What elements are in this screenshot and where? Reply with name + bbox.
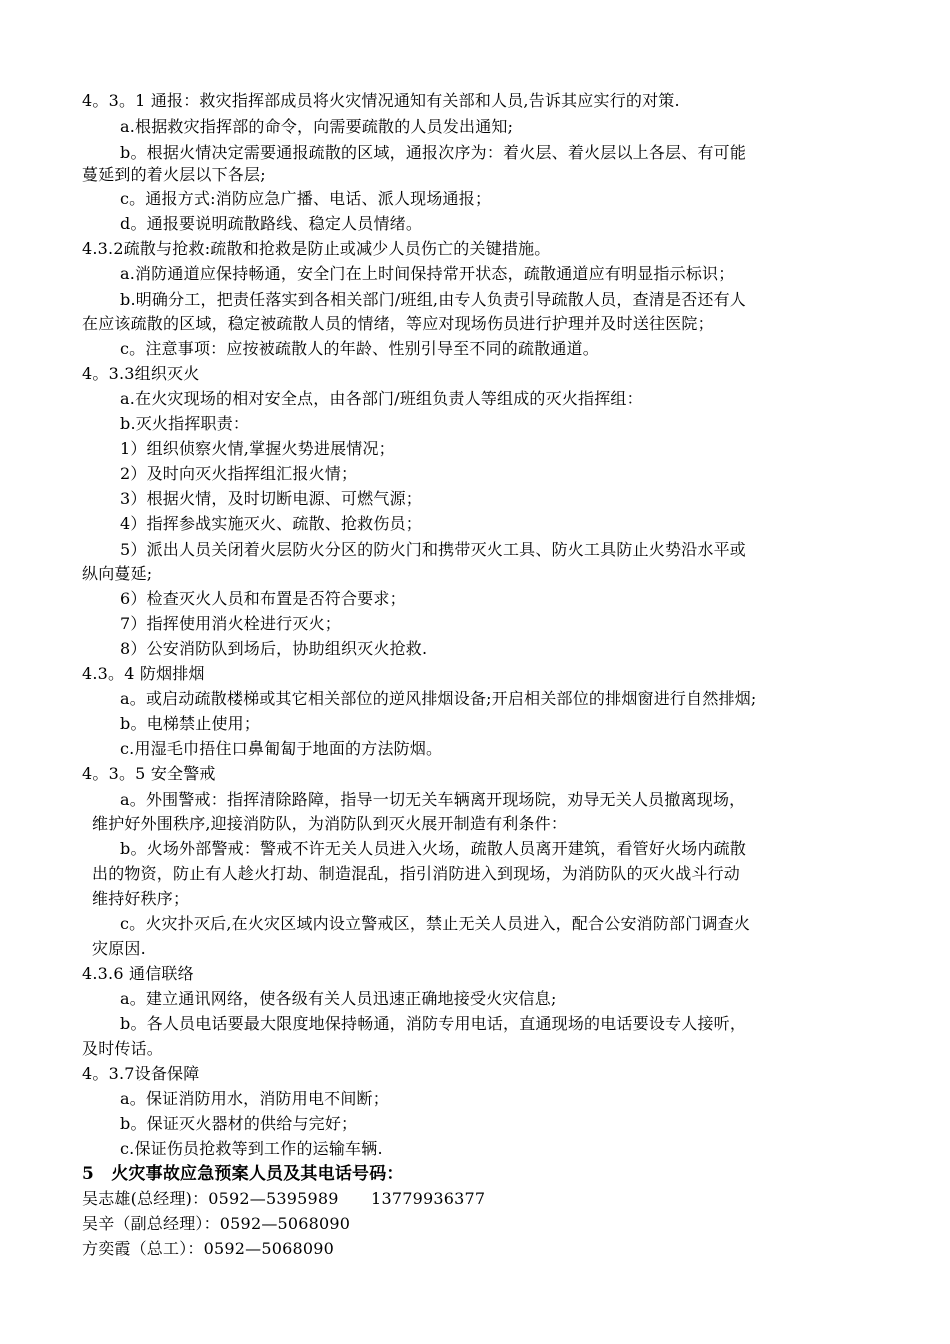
list-item: 3）根据火情，及时切断电源、可燃气源； (120, 489, 422, 508)
list-item: c.保证伤员抢救等到工作的运输车辆. (120, 1139, 383, 1158)
list-item: b。保证灭火器材的供给与完好； (120, 1114, 358, 1133)
heading-4-3-7: 4。3.7设备保障 (82, 1064, 200, 1083)
paragraph-line: c.用湿毛巾捂住口鼻匍匐于地面的方法防烟。 (120, 739, 443, 758)
paragraph-line: a.根据救灾指挥部的命令，向需要疏散的人员发出通知; (120, 117, 514, 136)
paragraph-line: a。建立通讯网络，使各级有关人员迅速正确地接受火灾信息; (120, 989, 557, 1008)
paragraph-line: d。通报要说明疏散路线、稳定人员情绪。 (120, 214, 423, 233)
contact-general-manager: 吴志雄(总经理)：0592—5395989 13779936377 (82, 1189, 486, 1208)
heading-4-3-3: 4。3.3组织灭火 (82, 364, 200, 383)
paragraph-line: 在应该疏散的区域，稳定被疏散人员的情绪，等应对现场伤员进行护理并及时送往医院； (82, 314, 714, 333)
list-item: 6）检查灭火人员和布置是否符合要求； (120, 589, 406, 608)
heading-4-3-1: 4。3。1 通报：救灾指挥部成员将火灾情况通知有关部和人员,告诉其应实行的对策. (82, 91, 680, 110)
list-item: 7）指挥使用消火栓进行灭火； (120, 614, 341, 633)
list-item: 2）及时向灭火指挥组汇报火情； (120, 464, 358, 483)
paragraph-line: 维持好秩序； (92, 889, 190, 908)
heading-4-3-5: 4。3。5 安全警戒 (82, 764, 216, 783)
paragraph-line: 灾原因. (92, 939, 146, 958)
paragraph-line: 蔓延到的着火层以下各层; (82, 165, 266, 184)
paragraph-line: c。注意事项：应按被疏散人的年龄、性别引导至不同的疏散通道。 (120, 339, 599, 358)
paragraph-line: a。外围警戒：指挥清除路障，指导一切无关车辆离开现场院，劝导无关人员撤离现场， (120, 790, 746, 809)
paragraph-line: b。各人员电话要最大限度地保持畅通，消防专用电话，直通现场的电话要设专人接听， (120, 1014, 747, 1033)
paragraph-line: b。火场外部警戒：警戒不许无关人员进入火场，疏散人员离开建筑，看管好火场内疏散 (120, 839, 747, 858)
paragraph-line: 纵向蔓延; (82, 564, 153, 583)
paragraph-line: b.灭火指挥职责： (120, 414, 250, 433)
paragraph-line: 及时传话。 (82, 1039, 164, 1058)
list-item: a。保证消防用水，消防用电不间断； (120, 1089, 389, 1108)
paragraph-line: c。通报方式:消防应急广播、电话、派人现场通报； (120, 189, 492, 208)
paragraph-line: a.消防通道应保持畅通，安全门在上时间保持常开状态，疏散通道应有明显指示标识； (120, 264, 735, 283)
paragraph-line: b。根据火情决定需要通报疏散的区域，通报次序为：着火层、着火层以上各层、有可能 (120, 143, 747, 162)
paragraph-line: a.在火灾现场的相对安全点，由各部门/班组负责人等组成的灭火指挥组： (120, 389, 643, 408)
contact-deputy-manager: 吴辛（副总经理）：0592—5068090 (82, 1214, 351, 1233)
heading-4-3-6: 4.3.6 通信联络 (82, 964, 194, 983)
paragraph-line: 维护好外围秩序,迎接消防队，为消防队到灭火展开制造有利条件： (92, 814, 568, 833)
list-item: 1）组织侦察火情,掌握火势进展情况； (120, 439, 395, 458)
list-item: 8）公安消防队到场后，协助组织灭火抢救. (120, 639, 428, 658)
paragraph-line: b。电梯禁止使用； (120, 714, 261, 733)
heading-4-3-2: 4.3.2疏散与抢救:疏散和抢救是防止或减少人员伤亡的关键措施。 (82, 239, 551, 258)
section-5-title: 5 火灾事故应急预案人员及其电话号码： (82, 1164, 404, 1184)
list-item: 4）指挥参战实施灭火、疏散、抢救伤员； (120, 514, 422, 533)
paragraph-line: b.明确分工，把责任落实到各相关部门/班组,由专人负责引导疏散人员，查清是否还有人 (120, 290, 747, 309)
list-item: 5）派出人员关闭着火层防火分区的防火门和携带灭火工具、防火工具防止火势沿水平或 (120, 540, 746, 559)
paragraph-line: c。火灾扑灭后,在火灾区域内设立警戒区，禁止无关人员进入，配合公安消防部门调查火 (120, 914, 751, 933)
paragraph-line: 出的物资，防止有人趁火打劫、制造混乱，指引消防进入到现场，为消防队的灭火战斗行动 (92, 864, 741, 883)
heading-4-3-4: 4.3。4 防烟排烟 (82, 664, 205, 683)
paragraph-line: a。或启动疏散楼梯或其它相关部位的逆风排烟设备;开启相关部位的排烟窗进行自然排烟; (120, 689, 757, 708)
contact-chief-engineer: 方奕霞（总工）：0592—5068090 (82, 1239, 334, 1258)
